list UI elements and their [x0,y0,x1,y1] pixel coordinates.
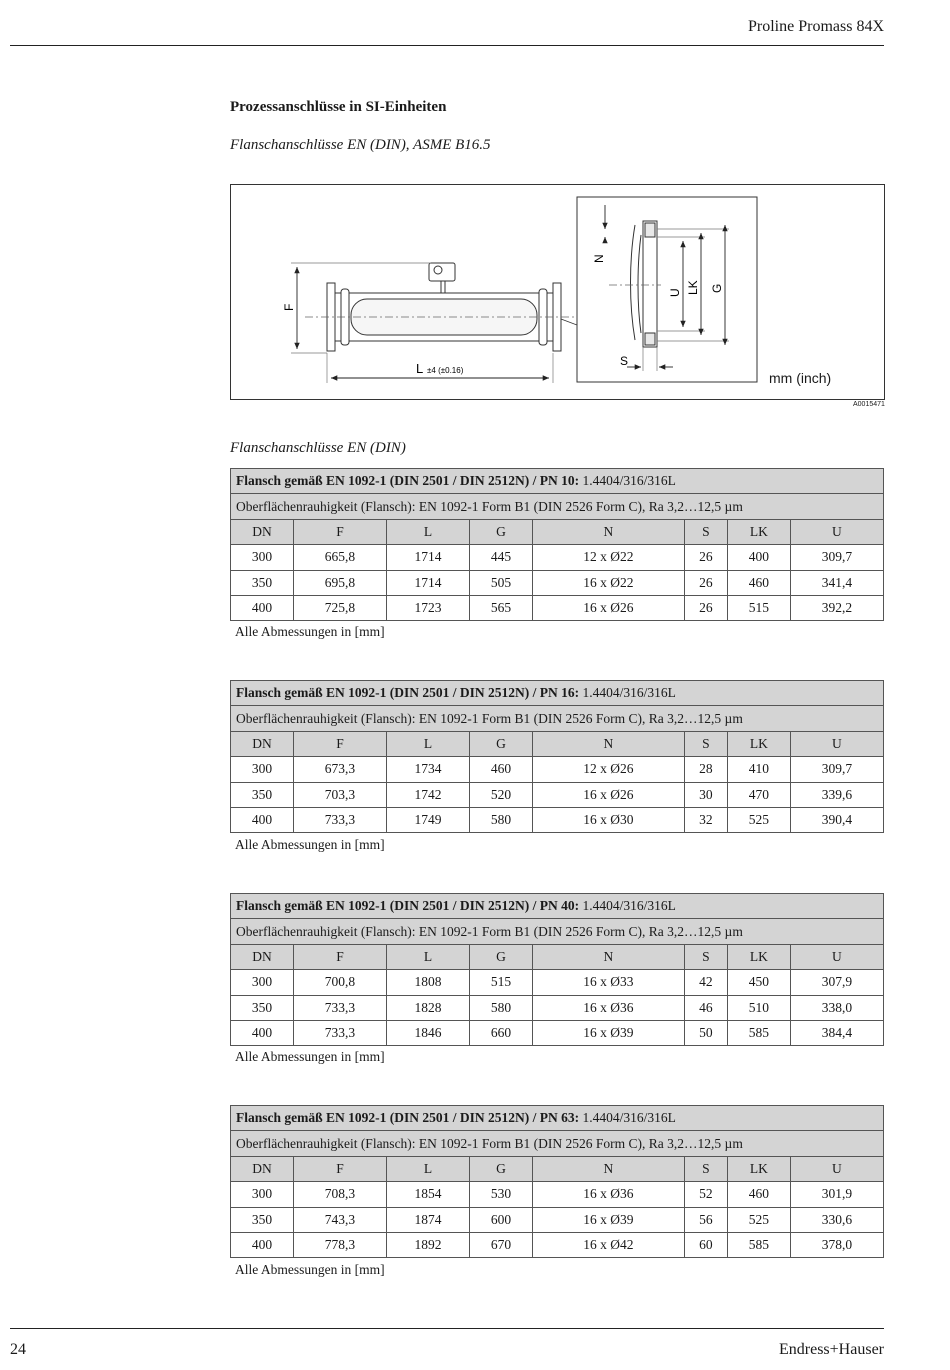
table-cell: 585 [727,1020,790,1045]
table-note: Alle Abmessungen in [mm] [235,1262,385,1277]
table-note: Alle Abmessungen in [mm] [235,624,385,639]
dim-label-u: U [668,288,682,297]
col-header: S [684,519,727,544]
table-note: Alle Abmessungen in [mm] [235,1049,385,1064]
dim-label-s: S [620,354,629,368]
table-cell: 26 [684,570,727,595]
col-header: N [532,944,684,969]
table-note: Alle Abmessungen in [mm] [235,837,385,852]
col-header: L [386,519,469,544]
table-cell: 338,0 [790,995,883,1020]
table-cell: 410 [727,757,790,782]
col-header: U [790,1156,883,1181]
table-row [231,545,884,570]
table-title [231,894,884,919]
col-header: S [684,731,727,756]
table-cell: 300 [231,970,294,995]
table-cell: 28 [684,757,727,782]
dim-label-l: L [416,361,424,376]
table-header-row [231,1156,884,1181]
table-cell: 1808 [386,970,469,995]
table-row [231,970,884,995]
table-roughness: Oberflächenrauhigkeit (Flansch): EN 1092-1 Form B1 (DIN 2526 Form C), Ra 3,2…12,5 µm [231,706,884,731]
table-cell: 16 x Ø36 [532,1182,684,1207]
figure-units-label: mm (inch) [769,370,832,386]
table-cell: 450 [727,970,790,995]
table-cell: 665,8 [293,545,386,570]
table-roughness: Oberflächenrauhigkeit (Flansch): EN 1092-1 Form B1 (DIN 2526 Form C), Ra 3,2…12,5 µm [231,494,884,519]
running-header-title: Proline Promass 84X [748,18,884,35]
table-cell: 350 [231,570,294,595]
table-cell: 16 x Ø39 [532,1207,684,1232]
table-row [231,995,884,1020]
table-cell: 384,4 [790,1020,883,1045]
table-cell: 16 x Ø39 [532,1020,684,1045]
table-cell: 390,4 [790,807,883,832]
table-title-material: 1.4404/316/316L [579,1110,676,1126]
table-cell: 330,6 [790,1207,883,1232]
table-title-material: 1.4404/316/316L [579,685,676,701]
table-cell: 1892 [386,1232,469,1257]
tables-caption: Flanschanschlüsse EN (DIN) [230,440,406,456]
table-cell: 16 x Ø26 [532,595,684,620]
table-cell: 26 [684,545,727,570]
col-header: DN [231,944,294,969]
col-header: G [469,944,532,969]
table-cell: 46 [684,995,727,1020]
table-cell: 52 [684,1182,727,1207]
dim-label-lk: LK [686,280,700,295]
table-cell: 660 [469,1020,532,1045]
table-row [231,782,884,807]
table-cell: 300 [231,757,294,782]
table-roughness: Oberflächenrauhigkeit (Flansch): EN 1092-1 Form B1 (DIN 2526 Form C), Ra 3,2…12,5 µm [231,1131,884,1156]
table-cell: 520 [469,782,532,807]
figure-id: A0015471 [853,401,885,408]
table-cell: 392,2 [790,595,883,620]
table-cell: 565 [469,595,532,620]
table-cell: 445 [469,545,532,570]
col-header: N [532,1156,684,1181]
flange-detail-box [577,197,757,382]
table-cell: 1714 [386,570,469,595]
table-row [231,807,884,832]
table-cell: 400 [727,545,790,570]
dim-label-n: N [592,254,606,263]
table-cell: 670 [469,1232,532,1257]
dim-label-l-tolerance: ±4 (±0.16) [427,366,464,375]
table-cell: 339,6 [790,782,883,807]
table-cell: 341,4 [790,570,883,595]
table-cell: 460 [727,570,790,595]
table-cell: 1874 [386,1207,469,1232]
page-number: 24 [10,1341,26,1358]
table-cell: 400 [231,807,294,832]
table-header-row [231,519,884,544]
table-cell: 673,3 [293,757,386,782]
table-cell: 733,3 [293,1020,386,1045]
col-header: DN [231,519,294,544]
col-header: L [386,731,469,756]
table-cell: 16 x Ø42 [532,1232,684,1257]
flange-table-pn40 [230,893,884,1046]
table-cell: 12 x Ø22 [532,545,684,570]
col-header: U [790,519,883,544]
table-cell: 50 [684,1020,727,1045]
table-cell: 378,0 [790,1232,883,1257]
table-cell: 300 [231,545,294,570]
table-cell: 301,9 [790,1182,883,1207]
table-title-bold: Flansch gemäß EN 1092-1 (DIN 2501 / DIN 2512N) / PN 16: [236,685,580,701]
table-cell: 460 [727,1182,790,1207]
table-cell: 778,3 [293,1232,386,1257]
col-header: U [790,731,883,756]
table-cell: 460 [469,757,532,782]
table-row [231,1020,884,1045]
table-title-bold: Flansch gemäß EN 1092-1 (DIN 2501 / DIN 2512N) / PN 63: [236,1110,580,1126]
table-cell: 505 [469,570,532,595]
dimension-drawing [230,184,885,400]
table-cell: 1734 [386,757,469,782]
table-cell: 515 [727,595,790,620]
table-cell: 32 [684,807,727,832]
table-title [231,681,884,706]
col-header: U [790,944,883,969]
table-cell: 12 x Ø26 [532,757,684,782]
table-cell: 1723 [386,595,469,620]
table-cell: 350 [231,1207,294,1232]
col-header: N [532,731,684,756]
table-cell: 400 [231,595,294,620]
table-cell: 600 [469,1207,532,1232]
table-title-material: 1.4404/316/316L [579,473,676,489]
table-cell: 1854 [386,1182,469,1207]
col-header: LK [727,731,790,756]
table-cell: 309,7 [790,545,883,570]
footer-rule [10,1328,884,1329]
col-header: G [469,519,532,544]
table-cell: 26 [684,595,727,620]
table-cell: 1742 [386,782,469,807]
table-row [231,570,884,595]
table-header-row [231,731,884,756]
flange-table-pn10 [230,468,884,621]
flange-table-pn63 [230,1105,884,1258]
table-cell: 30 [684,782,727,807]
table-cell: 695,8 [293,570,386,595]
table-cell: 708,3 [293,1182,386,1207]
table-cell: 350 [231,995,294,1020]
col-header: LK [727,1156,790,1181]
table-cell: 515 [469,970,532,995]
table-header-row [231,944,884,969]
col-header: S [684,944,727,969]
col-header: DN [231,1156,294,1181]
table-row [231,1207,884,1232]
col-header: L [386,1156,469,1181]
table-cell: 400 [231,1232,294,1257]
table-cell: 585 [727,1232,790,1257]
table-cell: 309,7 [790,757,883,782]
table-cell: 580 [469,807,532,832]
col-header: LK [727,519,790,544]
table-cell: 350 [231,782,294,807]
col-header: S [684,1156,727,1181]
col-header: LK [727,944,790,969]
table-cell: 16 x Ø30 [532,807,684,832]
col-header: G [469,1156,532,1181]
table-roughness: Oberflächenrauhigkeit (Flansch): EN 1092-1 Form B1 (DIN 2526 Form C), Ra 3,2…12,5 µm [231,919,884,944]
table-cell: 1846 [386,1020,469,1045]
figure-caption: Flanschanschlüsse EN (DIN), ASME B16.5 [230,137,491,153]
table-cell: 16 x Ø36 [532,995,684,1020]
table-cell: 400 [231,1020,294,1045]
table-cell: 1828 [386,995,469,1020]
table-cell: 743,3 [293,1207,386,1232]
header-rule [10,45,884,46]
meter-body [327,263,561,351]
dim-label-f: F [282,303,296,311]
col-header: F [293,731,386,756]
table-cell: 725,8 [293,595,386,620]
table-cell: 300 [231,1182,294,1207]
table-row [231,1182,884,1207]
table-row [231,595,884,620]
col-header: F [293,519,386,544]
col-header: N [532,519,684,544]
table-row [231,757,884,782]
table-title [231,469,884,494]
table-cell: 733,3 [293,807,386,832]
table-cell: 525 [727,807,790,832]
col-header: F [293,944,386,969]
table-cell: 530 [469,1182,532,1207]
col-header: L [386,944,469,969]
col-header: F [293,1156,386,1181]
table-cell: 733,3 [293,995,386,1020]
col-header: G [469,731,532,756]
table-cell: 510 [727,995,790,1020]
table-row [231,1232,884,1257]
table-cell: 703,3 [293,782,386,807]
table-cell: 60 [684,1232,727,1257]
table-title [231,1106,884,1131]
table-cell: 56 [684,1207,727,1232]
table-cell: 580 [469,995,532,1020]
table-cell: 16 x Ø22 [532,570,684,595]
flange-table-pn16 [230,680,884,833]
flowmeter-drawing-svg [231,185,884,399]
table-title-material: 1.4404/316/316L [579,898,676,914]
table-cell: 16 x Ø33 [532,970,684,995]
table-cell: 307,9 [790,970,883,995]
table-title-bold: Flansch gemäß EN 1092-1 (DIN 2501 / DIN 2512N) / PN 10: [236,473,580,489]
table-title-bold: Flansch gemäß EN 1092-1 (DIN 2501 / DIN 2512N) / PN 40: [236,898,580,914]
col-header: DN [231,731,294,756]
table-cell: 42 [684,970,727,995]
table-cell: 16 x Ø26 [532,782,684,807]
table-cell: 525 [727,1207,790,1232]
table-cell: 700,8 [293,970,386,995]
section-title: Prozessanschlüsse in SI-Einheiten [230,99,447,115]
table-cell: 1714 [386,545,469,570]
footer-brand: Endress+Hauser [779,1341,884,1358]
table-cell: 1749 [386,807,469,832]
table-cell: 470 [727,782,790,807]
dim-label-g: G [710,283,724,293]
